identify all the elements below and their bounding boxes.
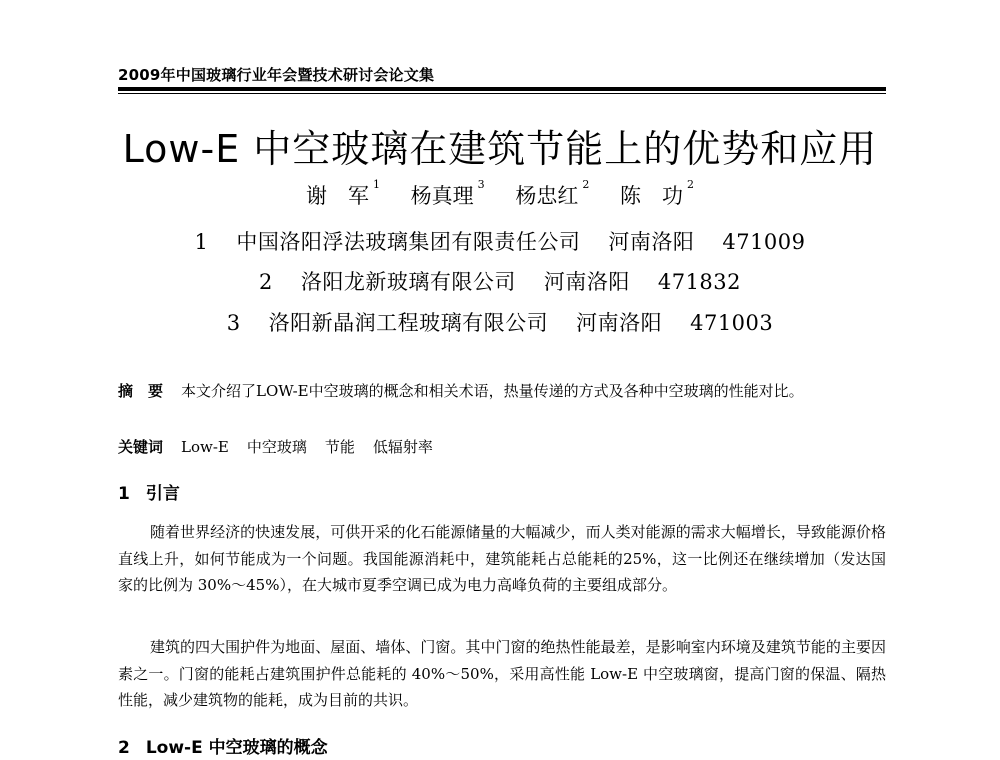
paper-title: Low-E 中空玻璃在建筑节能上的优势和应用: [122, 127, 878, 171]
section-heading: [118, 733, 328, 758]
author-affiliation-mark: 2: [687, 178, 695, 191]
author-name: 谢 军: [305, 184, 369, 208]
section-number: 2: [118, 738, 130, 758]
affiliation-city: 河南洛阳: [543, 270, 630, 294]
author-name: 陈 功: [620, 184, 684, 208]
affiliation-number: 3: [226, 311, 241, 335]
keywords-label: 关键词: [118, 438, 164, 456]
affiliation-org: 洛阳新晶润工程玻璃有限公司: [268, 311, 549, 335]
section-title: 引言: [145, 484, 180, 504]
keyword: 节能: [324, 438, 355, 456]
affiliation-number: 1: [194, 230, 209, 254]
author-affiliation-mark: 1: [372, 178, 380, 191]
affiliation-zip: 471009: [722, 230, 806, 254]
affiliation-zip: 471003: [690, 311, 774, 335]
author: [620, 180, 694, 210]
author-list: [0, 180, 1000, 210]
author: [306, 180, 380, 210]
keywords: [118, 434, 886, 460]
section-title: Low-E 中空玻璃的概念: [145, 738, 328, 758]
affiliation: [0, 226, 1000, 256]
body-paragraph: 随着世界经济的快速发展，可供开采的化石能源储量的大幅减少，而人类对能源的需求大幅增长，导致能源价格直线上升，如何节能成为一个问题。我国能源消耗中，建筑能耗占总能耗的25%，这一比例还在继续增加（发达国家的比例为 30%～45%），在大城市夏季空调已成为电力高峰负荷的主要组成部分。: [118, 523, 886, 594]
author-name: 杨真理: [410, 184, 474, 208]
affiliation-number: 2: [258, 270, 273, 294]
affiliation: [0, 266, 1000, 296]
body-paragraph: 建筑的四大围护件为地面、屋面、墙体、门窗。其中门窗的绝热性能最差，是影响室内环境及建筑节能的主要因素之一。门窗的能耗占建筑围护件总能耗的 40%～50%，采用高性能 Low-E 中空玻璃窗，提高门窗的保温、隔热性能，减少建筑物的能耗，成为目前的共识。: [118, 638, 886, 709]
header-rule-thick: [118, 87, 886, 91]
author-affiliation-mark: 2: [582, 178, 590, 191]
abstract-text: 本文介绍了LOW-E中空玻璃的概念和相关术语，热量传递的方式及各种中空玻璃的性能对比。: [181, 382, 804, 400]
affiliation-org: 洛阳龙新玻璃有限公司: [300, 270, 516, 294]
keyword: Low-E: [181, 438, 229, 456]
section-heading: [118, 479, 180, 504]
affiliation-city: 河南洛阳: [608, 230, 695, 254]
affiliation-city: 河南洛阳: [576, 311, 663, 335]
abstract: [118, 378, 886, 404]
author: [411, 180, 485, 210]
abstract-label: 摘 要: [118, 382, 164, 400]
section-number: 1: [118, 484, 130, 504]
header-rule-thin: [118, 93, 886, 94]
keyword: 中空玻璃: [246, 438, 307, 456]
author-affiliation-mark: 3: [477, 178, 485, 191]
keyword: 低辐射率: [372, 438, 433, 456]
author: [515, 180, 589, 210]
affiliation: [0, 307, 1000, 337]
running-header: 2009年中国玻璃行业年会暨技术研讨会论文集: [118, 66, 435, 84]
author-name: 杨忠红: [515, 184, 579, 208]
affiliation-org: 中国洛阳浮法玻璃集团有限责任公司: [236, 230, 581, 254]
affiliation-zip: 471832: [657, 270, 742, 294]
